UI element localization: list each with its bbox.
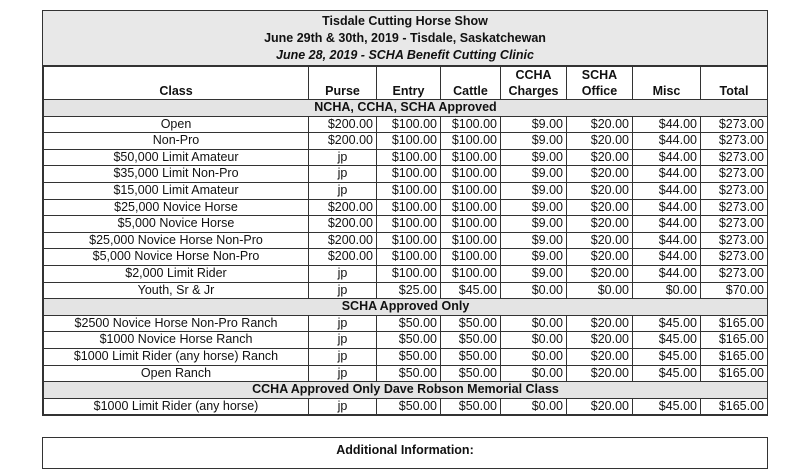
- cell-entry: $50.00: [377, 332, 441, 349]
- cell-total: $165.00: [701, 315, 768, 332]
- section-title: SCHA Approved Only: [44, 299, 768, 316]
- cell-purse: $200.00: [309, 199, 377, 216]
- cell-cattle: $100.00: [441, 199, 501, 216]
- cell-entry: $100.00: [377, 116, 441, 133]
- col-header-scha-line1: SCHA: [581, 68, 618, 82]
- cell-total: $165.00: [701, 332, 768, 349]
- cell-total: $273.00: [701, 249, 768, 266]
- cell-scha: $20.00: [567, 398, 633, 415]
- cell-misc: $44.00: [633, 116, 701, 133]
- cell-purse: jp: [309, 398, 377, 415]
- cell-total: $165.00: [701, 348, 768, 365]
- cell-class: $1000 Limit Rider (any horse) Ranch: [44, 348, 309, 365]
- cell-scha: $0.00: [567, 282, 633, 299]
- col-header-cattle: Cattle: [441, 67, 501, 100]
- col-header-ccha-line2: Charges: [508, 84, 559, 98]
- cell-entry: $100.00: [377, 249, 441, 266]
- cell-ccha: $0.00: [501, 315, 567, 332]
- cell-scha: $20.00: [567, 348, 633, 365]
- cell-cattle: $100.00: [441, 265, 501, 282]
- cell-cattle: $100.00: [441, 249, 501, 266]
- cell-misc: $45.00: [633, 315, 701, 332]
- cell-class: $15,000 Limit Amateur: [44, 182, 309, 199]
- cell-cattle: $100.00: [441, 216, 501, 233]
- cell-ccha: $0.00: [501, 398, 567, 415]
- cell-scha: $20.00: [567, 249, 633, 266]
- table-row: [44, 182, 768, 199]
- cell-entry: $100.00: [377, 133, 441, 150]
- cell-cattle: $100.00: [441, 133, 501, 150]
- cell-entry: $100.00: [377, 265, 441, 282]
- col-header-scha-office: [567, 67, 633, 100]
- col-header-scha-line2: Office: [581, 84, 618, 98]
- cell-class: $2500 Novice Horse Non-Pro Ranch: [44, 315, 309, 332]
- cell-cattle: $50.00: [441, 315, 501, 332]
- cell-total: $273.00: [701, 216, 768, 233]
- cell-class: Non-Pro: [44, 133, 309, 150]
- col-header-entry: Entry: [377, 67, 441, 100]
- cell-ccha: $9.00: [501, 232, 567, 249]
- cell-ccha: $9.00: [501, 133, 567, 150]
- table-row: [44, 249, 768, 266]
- cell-scha: $20.00: [567, 315, 633, 332]
- column-header-row: [44, 67, 768, 100]
- table-row: [44, 116, 768, 133]
- cell-ccha: $9.00: [501, 166, 567, 183]
- table-row: [44, 216, 768, 233]
- cell-entry: $100.00: [377, 232, 441, 249]
- cell-total: $273.00: [701, 232, 768, 249]
- cell-scha: $20.00: [567, 365, 633, 382]
- cell-misc: $44.00: [633, 232, 701, 249]
- cell-total: $165.00: [701, 365, 768, 382]
- table-row: [44, 265, 768, 282]
- cell-ccha: $0.00: [501, 332, 567, 349]
- col-header-ccha-charges: [501, 67, 567, 100]
- cell-cattle: $45.00: [441, 282, 501, 299]
- table-row: [44, 133, 768, 150]
- sheet-header: [43, 11, 767, 66]
- cell-purse: jp: [309, 348, 377, 365]
- table-row: [44, 199, 768, 216]
- cell-misc: $44.00: [633, 166, 701, 183]
- cell-total: $273.00: [701, 265, 768, 282]
- additional-info-box: [42, 437, 768, 469]
- cell-cattle: $100.00: [441, 149, 501, 166]
- cell-purse: jp: [309, 182, 377, 199]
- table-row: [44, 398, 768, 415]
- cell-ccha: $9.00: [501, 265, 567, 282]
- cell-total: $273.00: [701, 149, 768, 166]
- cell-entry: $25.00: [377, 282, 441, 299]
- cell-misc: $0.00: [633, 282, 701, 299]
- cell-misc: $45.00: [633, 398, 701, 415]
- cell-cattle: $100.00: [441, 116, 501, 133]
- cell-purse: $200.00: [309, 249, 377, 266]
- cell-cattle: $50.00: [441, 332, 501, 349]
- table-row: [44, 232, 768, 249]
- cell-misc: $45.00: [633, 332, 701, 349]
- col-header-misc: Misc: [633, 67, 701, 100]
- cell-purse: $200.00: [309, 232, 377, 249]
- cell-scha: $20.00: [567, 232, 633, 249]
- cell-scha: $20.00: [567, 149, 633, 166]
- cell-class: Youth, Sr & Jr: [44, 282, 309, 299]
- cell-scha: $20.00: [567, 332, 633, 349]
- cell-class: $1000 Limit Rider (any horse): [44, 398, 309, 415]
- table-row: [44, 282, 768, 299]
- cell-misc: $44.00: [633, 249, 701, 266]
- col-header-total: Total: [701, 67, 768, 100]
- cell-misc: $44.00: [633, 199, 701, 216]
- cell-class: $25,000 Novice Horse Non-Pro: [44, 232, 309, 249]
- fee-table: [43, 66, 768, 415]
- cell-total: $273.00: [701, 182, 768, 199]
- cell-entry: $100.00: [377, 199, 441, 216]
- cell-entry: $50.00: [377, 365, 441, 382]
- cell-total: $165.00: [701, 398, 768, 415]
- cell-entry: $50.00: [377, 398, 441, 415]
- cell-purse: jp: [309, 282, 377, 299]
- cell-ccha: $0.00: [501, 348, 567, 365]
- section-title: NCHA, CCHA, SCHA Approved: [44, 100, 768, 117]
- cell-misc: $44.00: [633, 149, 701, 166]
- cell-cattle: $50.00: [441, 365, 501, 382]
- cell-total: $273.00: [701, 133, 768, 150]
- cell-class: $5,000 Novice Horse Non-Pro: [44, 249, 309, 266]
- table-row: [44, 332, 768, 349]
- cell-purse: $200.00: [309, 133, 377, 150]
- cell-purse: $200.00: [309, 116, 377, 133]
- cell-ccha: $0.00: [501, 282, 567, 299]
- additional-info-title: Additional Information:: [336, 443, 474, 457]
- cell-cattle: $100.00: [441, 166, 501, 183]
- cell-cattle: $100.00: [441, 182, 501, 199]
- cell-misc: $44.00: [633, 133, 701, 150]
- cell-entry: $100.00: [377, 216, 441, 233]
- cell-scha: $20.00: [567, 265, 633, 282]
- cell-ccha: $0.00: [501, 365, 567, 382]
- cell-class: $35,000 Limit Non-Pro: [44, 166, 309, 183]
- show-title: Tisdale Cutting Horse Show: [322, 14, 488, 28]
- cell-total: $70.00: [701, 282, 768, 299]
- cell-purse: $200.00: [309, 216, 377, 233]
- cell-ccha: $9.00: [501, 249, 567, 266]
- col-header-purse: Purse: [309, 67, 377, 100]
- cell-class: $2,000 Limit Rider: [44, 265, 309, 282]
- cell-entry: $100.00: [377, 166, 441, 183]
- cell-class: $5,000 Novice Horse: [44, 216, 309, 233]
- clinic-line: June 28, 2019 - SCHA Benefit Cutting Clinic: [276, 48, 534, 62]
- table-row: [44, 149, 768, 166]
- cell-misc: $44.00: [633, 182, 701, 199]
- cell-scha: $20.00: [567, 199, 633, 216]
- cell-purse: jp: [309, 332, 377, 349]
- section-title: CCHA Approved Only Dave Robson Memorial Class: [44, 382, 768, 399]
- show-dates: June 29th & 30th, 2019 - Tisdale, Saskatchewan: [264, 31, 546, 45]
- cell-scha: $20.00: [567, 216, 633, 233]
- cell-entry: $50.00: [377, 348, 441, 365]
- cell-class: $25,000 Novice Horse: [44, 199, 309, 216]
- section-header-row: [44, 100, 768, 117]
- col-header-class: Class: [44, 67, 309, 100]
- cell-total: $273.00: [701, 166, 768, 183]
- cell-class: Open Ranch: [44, 365, 309, 382]
- cell-misc: $44.00: [633, 265, 701, 282]
- section-header-row: [44, 382, 768, 399]
- cell-misc: $45.00: [633, 348, 701, 365]
- cell-misc: $44.00: [633, 216, 701, 233]
- cell-ccha: $9.00: [501, 116, 567, 133]
- cell-purse: jp: [309, 166, 377, 183]
- cell-ccha: $9.00: [501, 216, 567, 233]
- table-row: [44, 365, 768, 382]
- fee-schedule-sheet: [42, 10, 768, 416]
- cell-total: $273.00: [701, 116, 768, 133]
- table-row: [44, 166, 768, 183]
- cell-class: $1000 Novice Horse Ranch: [44, 332, 309, 349]
- cell-purse: jp: [309, 365, 377, 382]
- fee-table-body: [44, 100, 768, 415]
- cell-scha: $20.00: [567, 166, 633, 183]
- cell-entry: $50.00: [377, 315, 441, 332]
- cell-cattle: $50.00: [441, 398, 501, 415]
- cell-purse: jp: [309, 149, 377, 166]
- cell-cattle: $50.00: [441, 348, 501, 365]
- cell-purse: jp: [309, 315, 377, 332]
- cell-misc: $45.00: [633, 365, 701, 382]
- cell-purse: jp: [309, 265, 377, 282]
- cell-ccha: $9.00: [501, 149, 567, 166]
- cell-ccha: $9.00: [501, 199, 567, 216]
- cell-scha: $20.00: [567, 182, 633, 199]
- section-header-row: [44, 299, 768, 316]
- cell-scha: $20.00: [567, 133, 633, 150]
- cell-scha: $20.00: [567, 116, 633, 133]
- cell-total: $273.00: [701, 199, 768, 216]
- cell-entry: $100.00: [377, 149, 441, 166]
- cell-entry: $100.00: [377, 182, 441, 199]
- cell-class: Open: [44, 116, 309, 133]
- cell-class: $50,000 Limit Amateur: [44, 149, 309, 166]
- cell-ccha: $9.00: [501, 182, 567, 199]
- table-row: [44, 348, 768, 365]
- cell-cattle: $100.00: [441, 232, 501, 249]
- table-row: [44, 315, 768, 332]
- col-header-ccha-line1: CCHA: [515, 68, 552, 82]
